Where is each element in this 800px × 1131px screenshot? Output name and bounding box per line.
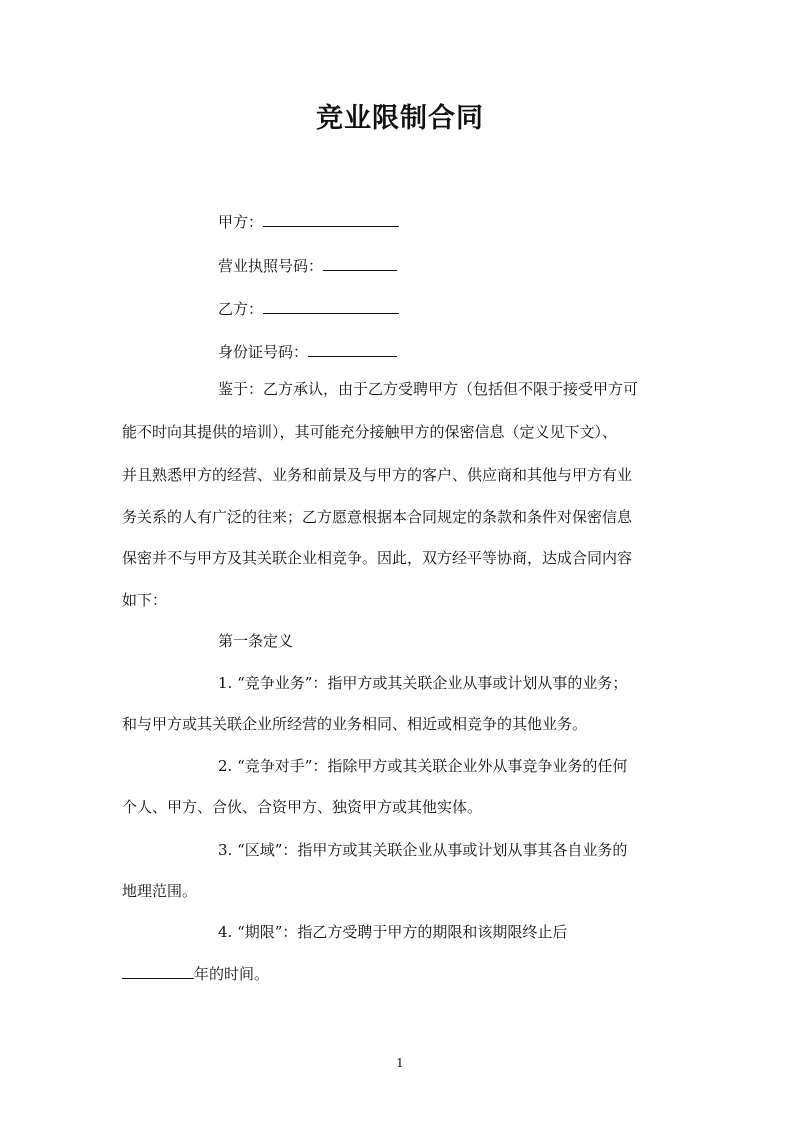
- page-number: 1: [396, 1056, 404, 1070]
- license-label: 营业执照号码：: [218, 257, 324, 275]
- years-blank: [122, 964, 194, 979]
- preamble-line: 保密并不与甲方及其关联企业相竞争。因此，双方经平等协商，达成合同内容: [122, 549, 633, 567]
- document-title: 竞业限制合同: [316, 103, 484, 134]
- preamble-line: 能不时向其提供的培训），其可能充分接触甲方的保密信息（定义见下文）、: [122, 423, 618, 441]
- party-b-label: 乙方：: [218, 300, 264, 318]
- party-a-field: [218, 212, 399, 232]
- preamble-line: 并且熟悉甲方的经营、业务和前景及与甲方的客户、供应商和其他与甲方有业: [122, 466, 633, 484]
- definition-line: 2. “竞争对手”：指除甲方或其关联企业外从事竞争业务的任何: [218, 757, 628, 775]
- party-b-blank: [263, 299, 399, 314]
- party-b-field: [218, 299, 399, 319]
- preamble-line: 如下：: [122, 591, 168, 609]
- definition-line: 1. “竞争业务”：指甲方或其关联企业从事或计划从事的业务；: [218, 674, 628, 692]
- id-number-blank: [308, 342, 397, 357]
- definition-line: 地理范围。: [122, 882, 198, 900]
- definition-line: 个人、甲方、合伙、合资甲方、独资甲方或其他实体。: [122, 798, 483, 816]
- definition-line: 4. “期限”：指乙方受聘于甲方的期限和该期限终止后: [218, 923, 568, 941]
- article-heading: 第一条定义: [218, 632, 294, 650]
- definition-line: 和与甲方或其关联企业所经营的业务相同、相近或相竞争的其他业务。: [122, 715, 588, 733]
- license-blank: [323, 256, 397, 271]
- license-field: [218, 256, 397, 276]
- party-a-label: 甲方：: [218, 213, 264, 231]
- definition-line-with-blank: [122, 964, 269, 984]
- id-number-field: [218, 342, 397, 362]
- party-a-blank: [263, 212, 399, 227]
- definition-text: 年的时间。: [194, 965, 270, 983]
- preamble-line: 鉴于：乙方承认，由于乙方受聘甲方（包括但不限于接受甲方可: [218, 380, 639, 398]
- id-number-label: 身份证号码：: [218, 343, 309, 361]
- preamble-line: 务关系的人有广泛的往来；乙方愿意根据本合同规定的条款和条件对保密信息: [122, 508, 633, 526]
- definition-line: 3. “区域”：指甲方或其关联企业从事或计划从事其各自业务的: [218, 841, 628, 859]
